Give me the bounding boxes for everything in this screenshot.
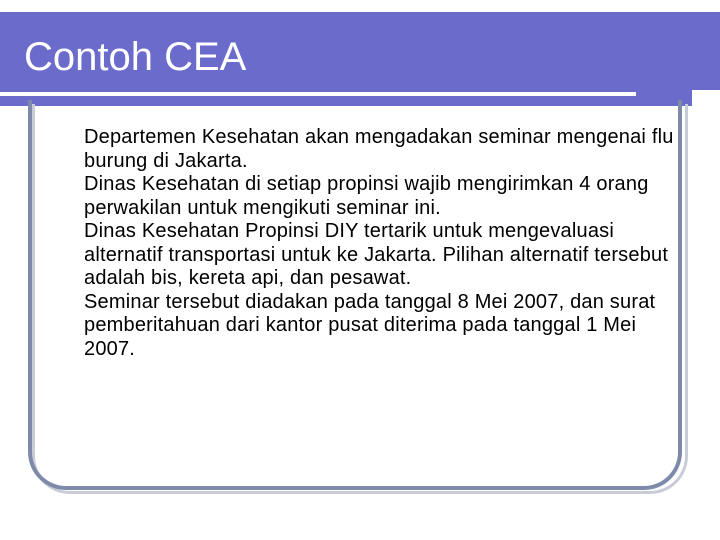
paragraph-4: Seminar tersebut diadakan pada tanggal 8 Mei 2007, dan surat pemberitahuan dari kantor pusat diterima pada tanggal 1 Mei 2007.: [84, 290, 656, 360]
paragraph-1: Departemen Kesehatan akan mengadakan seminar mengenai flu burung di Jakarta.: [84, 126, 674, 172]
title-bar-notch: [692, 0, 720, 12]
title-underline-highlight: [0, 92, 636, 96]
paragraph-2: Dinas Kesehatan di setiap propinsi wajib mengirimkan 4 orang perwakilan untuk mengikuti seminar ini.: [84, 173, 649, 219]
slide-title: Contoh CEA: [24, 35, 247, 79]
body-text-list: [84, 126, 684, 361]
paragraph-3: Dinas Kesehatan Propinsi DIY tertarik untuk mengevaluasi alternatif transportasi untuk ke Jakarta. Pilihan alternatif tersebut adalah bis, kereta api, dan pesawat.: [84, 220, 669, 289]
